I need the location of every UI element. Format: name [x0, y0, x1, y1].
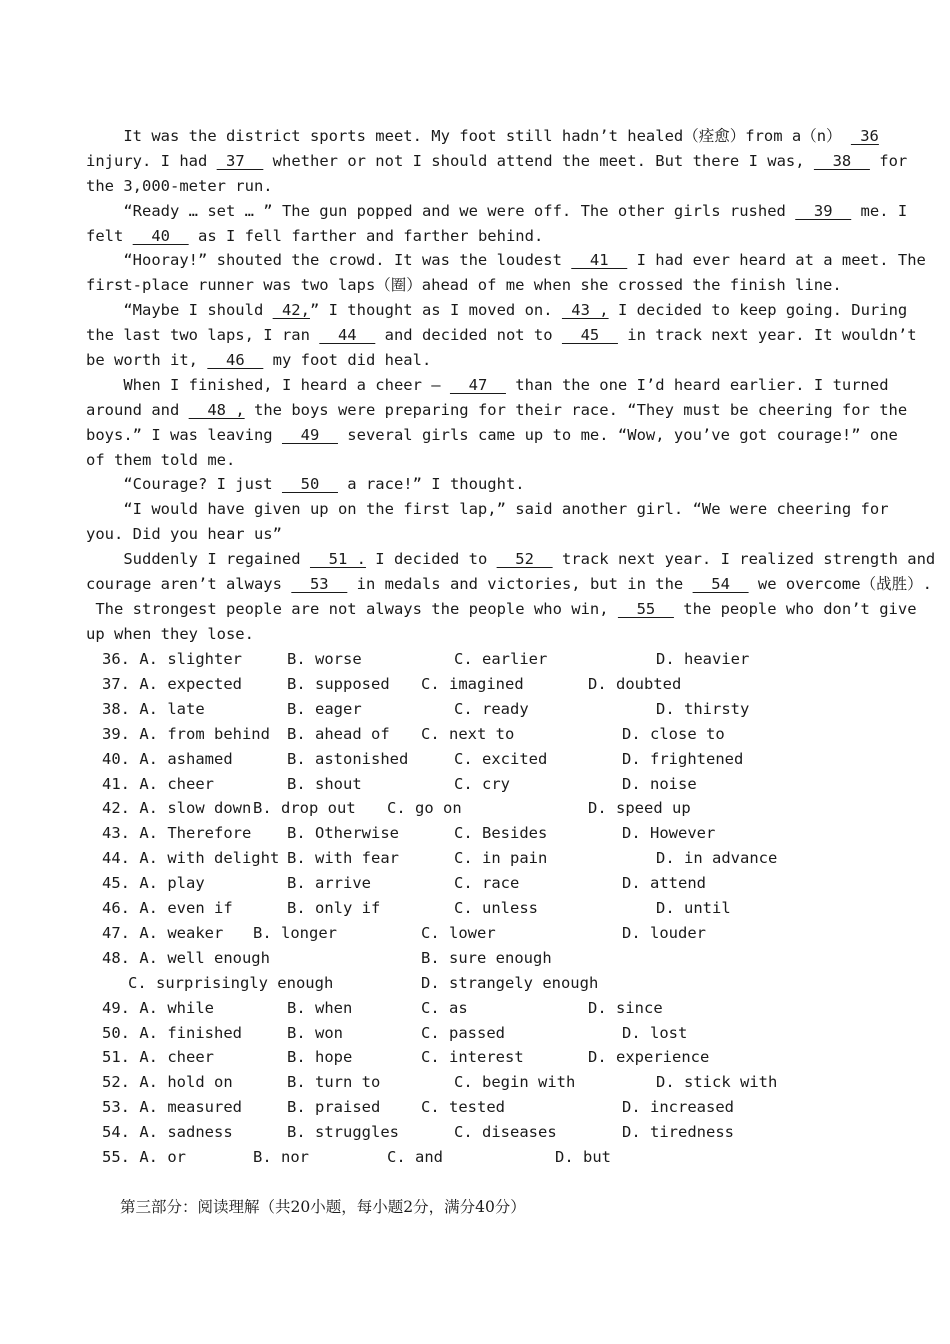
passage-line — [86, 348, 864, 373]
option-row — [86, 1095, 886, 1120]
option-choice: B. nor — [253, 1148, 309, 1166]
option-choice: C. go on — [387, 799, 462, 818]
option-choice: B. won — [287, 1023, 343, 1042]
passage-text: around and — [86, 400, 189, 419]
passage-text: I decided to — [365, 550, 497, 569]
passage-text: I had ever heard at a meet. The — [627, 251, 926, 270]
passage-text: you. Did you hear us” — [86, 525, 282, 544]
option-choice: 50. A. finished — [102, 1023, 242, 1042]
option-row — [86, 747, 886, 772]
passage-line — [86, 398, 908, 423]
option-choice: D. speed up — [588, 799, 691, 818]
blank-number: 44 — [319, 326, 376, 345]
option-choice: C. and — [387, 1148, 443, 1166]
passage-line — [86, 572, 932, 597]
option-choice: 54. A. sadness — [102, 1123, 233, 1142]
option-choice: B. astonished — [287, 749, 409, 768]
option-choice: C. next to — [421, 724, 515, 743]
option-choice: C. ready — [454, 699, 529, 718]
blank-number: 41 — [571, 251, 628, 270]
option-choice: D. However — [622, 824, 716, 843]
option-choice: D. tiredness — [622, 1123, 734, 1142]
option-choice: C. unless — [454, 899, 538, 917]
option-choice: C. imagined — [421, 674, 524, 693]
option-row — [86, 796, 886, 821]
passage-line — [86, 522, 864, 547]
option-choice: B. supposed — [287, 674, 390, 693]
option-choice: B. arrive — [287, 874, 371, 893]
passage-text: of them told me. — [86, 450, 236, 469]
passage-text: me. I — [851, 201, 908, 220]
blank-number: 53 — [291, 575, 348, 594]
passage-text: in medals and victories, but in the — [347, 575, 693, 594]
blank-number: 48 , — [188, 400, 245, 419]
option-choice: D. frightened — [622, 749, 744, 768]
option-choice: D. lost — [622, 1023, 688, 1042]
option-choice: B. with fear — [287, 849, 399, 868]
option-choice: D. louder — [622, 923, 706, 942]
passage-line — [86, 472, 864, 497]
option-choice: C. earlier — [454, 650, 548, 668]
passage-text: The strongest people are not always the people who win, — [86, 599, 618, 618]
passage-text: “Hooray!” shouted the crowd. It was the loudest — [86, 251, 572, 270]
passage-line — [86, 298, 908, 323]
option-choice: B. when — [287, 998, 353, 1017]
option-row — [86, 1045, 886, 1070]
blank-number: 40 — [132, 226, 189, 245]
blank-number: 52 — [496, 550, 553, 569]
blank-number: 42, — [272, 301, 310, 320]
option-choice: D. stick with — [656, 1073, 778, 1092]
option-choice: C. cry — [454, 774, 510, 793]
passage-text: several girls came up to me. “Wow, you’ve got courage!” one — [337, 425, 898, 444]
option-choice: 51. A. cheer — [102, 1048, 214, 1067]
passage-text: a race!” I thought. — [337, 475, 525, 494]
option-row — [86, 921, 886, 946]
blank-number: 50 — [281, 475, 338, 494]
blank-number: 55 — [617, 599, 674, 618]
passage-line — [86, 224, 864, 249]
option-choice: 38. A. late — [102, 699, 205, 718]
blank-number: 39 — [795, 201, 852, 220]
option-choice: 42. A. slow down — [102, 799, 252, 818]
section-heading: 第三部分：阅读理解（共20小题，每小题2分，满分40分） — [120, 1198, 526, 1216]
passage-line — [86, 323, 917, 348]
passage-text: track next year. I realized strength and — [552, 550, 936, 569]
option-row — [86, 846, 886, 871]
blank-number: 51 . — [309, 550, 366, 569]
option-choice: B. praised — [287, 1098, 381, 1117]
option-row — [86, 871, 886, 896]
option-row — [86, 821, 886, 846]
passage-line — [86, 547, 936, 572]
option-choice: C. race — [454, 874, 520, 893]
passage-text: boys.” I was leaving — [86, 425, 282, 444]
blank-number: 37 — [216, 151, 264, 170]
option-choice: D. increased — [622, 1098, 734, 1117]
option-choice: B. turn to — [287, 1073, 381, 1092]
passage-text: ” I thought as I moved on. — [309, 301, 562, 320]
option-choice: 41. A. cheer — [102, 774, 214, 793]
passage-text: I decided to keep going. During — [608, 301, 908, 320]
option-choice: B. shout — [287, 774, 362, 793]
passage-line — [86, 622, 864, 647]
option-choice: C. diseases — [454, 1123, 557, 1142]
option-choice: 37. A. expected — [102, 674, 242, 693]
option-choice: D. since — [588, 998, 663, 1017]
option-choice: D. but — [555, 1148, 611, 1166]
passage-text: “Courage? I just — [86, 475, 282, 494]
option-choice: B. Otherwise — [287, 824, 399, 843]
option-choice: B. struggles — [287, 1123, 399, 1142]
option-choice: B. worse — [287, 650, 362, 668]
option-choice: 44. A. with delight — [102, 849, 280, 868]
option-choice: D. doubted — [588, 674, 682, 693]
option-row — [86, 1145, 886, 1170]
option-row — [86, 722, 886, 747]
option-choice: C. in pain — [454, 849, 548, 868]
passage-text: “Ready … set … ” The gun popped and we were off. The other girls rushed — [86, 201, 796, 220]
passage-text: felt — [86, 226, 133, 245]
passage-text: the last two laps, I ran — [86, 326, 320, 345]
passage-text: courage aren’t always — [86, 575, 292, 594]
option-choice: B. drop out — [253, 799, 356, 818]
passage-text: When I finished, I heard a cheer — — [86, 375, 450, 394]
passage-text: we overcome（战胜）. — [748, 575, 932, 594]
cloze-passage — [86, 124, 936, 647]
blank-number: 54 — [692, 575, 749, 594]
passage-line — [86, 199, 908, 224]
passage-line — [86, 124, 879, 149]
passage-text: in track next year. It wouldn’t — [617, 326, 917, 345]
passage-line — [86, 149, 908, 174]
option-choice: C. interest — [421, 1048, 524, 1067]
passage-line — [86, 273, 864, 298]
option-row — [86, 971, 886, 996]
blank-number: 49 — [281, 425, 338, 444]
option-choice: D. heavier — [656, 650, 750, 668]
passage-text: Suddenly I regained — [86, 550, 310, 569]
option-choice: B. hope — [287, 1048, 353, 1067]
passage-text: the 3,000-meter run. — [86, 176, 273, 195]
passage-text: for — [869, 151, 908, 170]
option-row — [86, 946, 886, 971]
passage-text: the boys were preparing for their race. “They must be cheering for the — [244, 400, 908, 419]
option-choice: 46. A. even if — [102, 899, 233, 917]
passage-text: than the one I’d heard earlier. I turned — [505, 375, 889, 394]
option-choice: D. strangely enough — [421, 973, 599, 992]
option-choice: B. eager — [287, 699, 362, 718]
option-row — [86, 896, 886, 921]
option-choice: D. in advance — [656, 849, 778, 868]
option-choice: B. sure enough — [421, 948, 552, 967]
passage-line — [86, 597, 917, 622]
option-row — [86, 996, 886, 1021]
option-choice: 52. A. hold on — [102, 1073, 233, 1092]
option-choice: 55. A. or — [102, 1148, 186, 1166]
passage-text: as I fell farther and farther behind. — [188, 226, 544, 245]
option-row — [86, 772, 886, 797]
option-choice: 39. A. from behind — [102, 724, 270, 743]
option-choice: 48. A. well enough — [102, 948, 270, 967]
option-choice: 49. A. while — [102, 998, 214, 1017]
passage-text: It was the district sports meet. My foot still hadn’t healed（痊愈）from a（n） — [86, 127, 851, 145]
option-choice: D. attend — [622, 874, 706, 893]
option-row — [86, 1120, 886, 1145]
option-choice: C. surprisingly enough — [128, 973, 334, 992]
passage-text: injury. I had — [86, 151, 217, 170]
passage-text: and decided not to — [375, 326, 562, 345]
option-choice: C. lower — [421, 923, 496, 942]
option-choice: C. as — [421, 998, 468, 1017]
option-choice: C. tested — [421, 1098, 505, 1117]
blank-number: 38 — [813, 151, 870, 170]
blank-number: 43 , — [561, 301, 609, 320]
option-choice: C. begin with — [454, 1073, 576, 1092]
passage-text: be worth it, — [86, 351, 208, 370]
option-choice: D. until — [656, 899, 731, 917]
blank-number: 47 — [449, 375, 506, 394]
passage-text: first-place runner was two laps（圈）ahead of me when she crossed the finish line. — [86, 276, 842, 295]
option-row — [86, 697, 886, 722]
passage-text: my foot did heal. — [263, 351, 432, 370]
passage-line — [86, 373, 889, 398]
passage-line — [86, 448, 864, 473]
option-choice: 40. A. ashamed — [102, 749, 233, 768]
option-row — [86, 1021, 886, 1046]
blank-number: 45 — [561, 326, 618, 345]
blank-number: 36 — [850, 127, 879, 145]
passage-text: whether or not I should attend the meet. But there I was, — [263, 151, 814, 170]
option-choice: B. longer — [253, 923, 337, 942]
passage-text: “Maybe I should — [86, 301, 273, 320]
passage-text: the people who don’t give — [673, 599, 917, 618]
blank-number: 46 — [207, 351, 264, 370]
option-choice: B. ahead of — [287, 724, 390, 743]
option-choice: C. Besides — [454, 824, 548, 843]
option-choice: D. thirsty — [656, 699, 750, 718]
option-choice: D. noise — [622, 774, 697, 793]
option-choice: B. only if — [287, 899, 381, 917]
option-choice: 47. A. weaker — [102, 923, 224, 942]
option-choice: 45. A. play — [102, 874, 205, 893]
option-row — [86, 672, 886, 697]
option-choice: 36. A. slighter — [102, 650, 242, 668]
passage-line — [86, 174, 864, 199]
option-row — [86, 1070, 886, 1095]
option-choice: 53. A. measured — [102, 1098, 242, 1117]
passage-text: up when they lose. — [86, 624, 254, 643]
option-choice: D. close to — [622, 724, 725, 743]
option-row — [86, 647, 886, 672]
option-choice: C. excited — [454, 749, 548, 768]
option-choice: 43. A. Therefore — [102, 824, 252, 843]
passage-text: “I would have given up on the first lap,” said another girl. “We were cheering for — [86, 500, 889, 519]
option-choice: D. experience — [588, 1048, 710, 1067]
passage-line — [86, 497, 889, 522]
option-choice: C. passed — [421, 1023, 505, 1042]
passage-line — [86, 248, 926, 273]
passage-line — [86, 423, 898, 448]
